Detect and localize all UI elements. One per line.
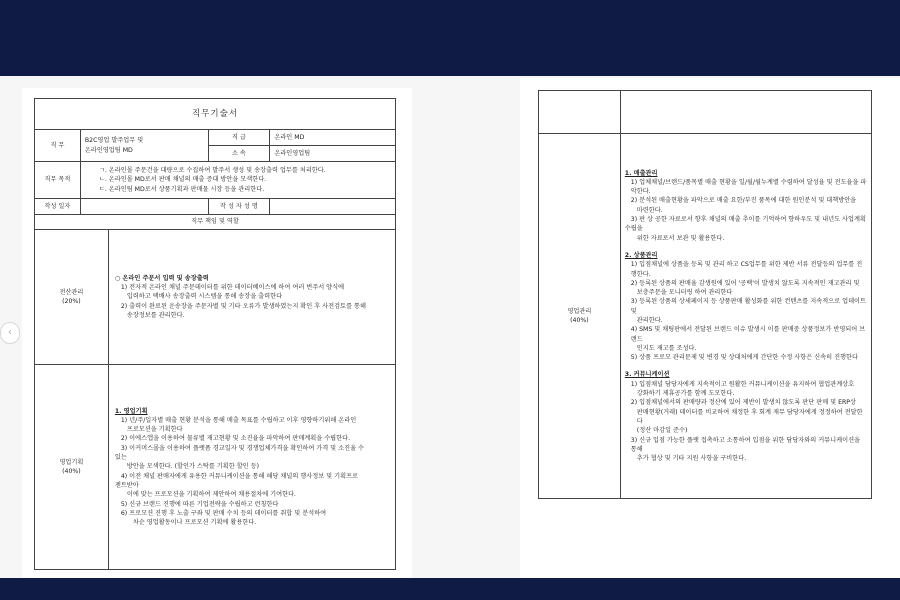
duty-category bbox=[35, 365, 109, 570]
duty-line: 3) 이커머스몰을 이용하여 플랫폼 경교일자 및 경쟁업체가격을 확인하여 가격 및 소진율 수 bbox=[120, 444, 365, 452]
section-title: 3. 커뮤니케이션 bbox=[624, 371, 670, 379]
position-value: 온라인 MD bbox=[270, 130, 396, 146]
position-label: 직 급 bbox=[208, 130, 270, 146]
duties-table-continued bbox=[538, 90, 872, 499]
blank-category-cell bbox=[539, 91, 621, 134]
section-line: 추가 협상 및 기타 지원 사항을 구비한다. bbox=[636, 455, 747, 463]
section-line: (정산 마감일 준수) bbox=[636, 427, 688, 435]
bottom-banner bbox=[0, 578, 900, 600]
duty-line: 젠트받아 bbox=[114, 481, 139, 489]
duty-line: 1) 전자적 온라인 채널 주문데이터를 위한 데이터베이스에 하여 여러 번주서 양식에 bbox=[120, 284, 345, 292]
duty-line: 이에 맞는 프로모션을 기획하여 제안하여 채용절차에 기여한다. bbox=[126, 491, 297, 499]
section-line: 판매현황(거래) 데이터를 비교하여 채정한 후 회계 재무 담당자에게 정정하여 전달한다 bbox=[636, 408, 863, 425]
summary-line: ㄷ. 온라인팀 MD로서 상품기획과 판매물 시장 등을 관리한다. bbox=[98, 185, 265, 193]
job-value-line: B2C영업 발주업무 및 bbox=[84, 137, 144, 145]
duty-line: 1) 년/주/일자별 매출 현황 분석을 통해 매출 목표를 수립하고 이후 영향하기위해 온라인 bbox=[120, 416, 357, 424]
document-title: 직무기술서 bbox=[35, 99, 396, 130]
duty-line: 2) 출력이 완료된 운송장을 주문자별 및 기타 오류가 발생하였는지 확인 후 사전검토를 통해 bbox=[120, 302, 366, 310]
dept-value: 온라인영업팀 bbox=[270, 146, 396, 162]
section-line: 2) 입점채널에서의 판매량과 정산에 있어 제반이 발생치 않도록 판단 판매 및 ERP상 bbox=[630, 399, 857, 407]
section-line: 관리한다. bbox=[636, 317, 663, 324]
top-banner bbox=[0, 0, 900, 76]
duties-table bbox=[34, 229, 396, 570]
section-line: 2) 등록된 상품의 판매율 감생원에 있어 '공백'이 발생치 않도록 지속적인 재고관리 및 bbox=[630, 279, 860, 287]
approver-value bbox=[270, 199, 396, 215]
duty-weight: (40%) bbox=[570, 317, 589, 324]
section-line: 1) 업체채널/브랜드/품목별 매출 현황을 일/월/월누계별 수렴하여 달성율 및 전도율을 파악한다. bbox=[630, 178, 867, 196]
job-label: 직 무 bbox=[35, 130, 81, 162]
section-title: 2. 상품관리 bbox=[624, 251, 658, 259]
section-line: 1) 입점채널에 상품을 등록 및 관리 하고 CS업무를 위한 제반 서류 전달등의 업무를 진행한다. bbox=[630, 261, 863, 278]
duty-category bbox=[35, 230, 109, 365]
duty-line: 프로모션을 기획한다 bbox=[126, 426, 183, 434]
summary-text bbox=[80, 162, 395, 199]
section-line: 보충주문을 모니터링 하여 관리한다 bbox=[636, 289, 733, 297]
duty-title: ○ 온라인 주문서 입력 및 송장출력 bbox=[114, 274, 209, 282]
section-line: 강화하기 제휴공가를 함께 도모한다. bbox=[636, 390, 735, 398]
section-line: 3) 등록된 상품의 상세페이지 등 상품판매 활성화를 위한 컨텐츠를 지속적으로 업데이트 및 bbox=[630, 298, 867, 315]
section-line: 1) 입점채널 담당자에게 지속적이고 원활한 커뮤니케이션을 유지하여 협업관계상호 bbox=[630, 380, 855, 388]
duty-line: 4) 이전 채널 판매자에게 유용한 커뮤니케이션을 통해 해당 채널의 행사정보 및 기획프로 bbox=[120, 472, 359, 480]
summary-label: 직무 목적 bbox=[35, 162, 81, 199]
duty-category-name: 전산관리 bbox=[59, 288, 84, 296]
duty-line: 5) 신규 브랜드 진행에 따른 기업전략을 수립하고 런칭한다 bbox=[120, 500, 279, 508]
duty-title: 1. 영업기획 bbox=[114, 407, 148, 415]
prev-page-icon[interactable]: ‹ bbox=[0, 322, 20, 344]
duty-line: 방안을 모색한다. (할인가 스탁를 기획한 할인 등) bbox=[126, 463, 260, 471]
section-line: 2) 분석된 매출현황을 파악으로 매출 요한/부진 품목에 대한 원인분석 및 대책방안을 bbox=[630, 197, 857, 205]
section-line: 인지도 재고를 조성다. bbox=[636, 344, 697, 352]
job-value bbox=[80, 130, 208, 162]
duty-weight: (20%) bbox=[62, 298, 81, 305]
dept-label: 소 속 bbox=[208, 146, 270, 162]
duty-category-name: 영업기획 bbox=[59, 458, 84, 466]
duty-line: 있는 bbox=[114, 454, 127, 462]
summary-line: ㄴ. 온라인몰 MD로서 판매 채널의 매출 증대 방안을 모색한다. bbox=[98, 176, 267, 184]
section-line: 5) 상품 프로모 관리문제 및 변경 및 상대처에게 간단한 수정 사항은 신속히 진행한다 bbox=[630, 354, 858, 362]
duty-category-name: 영업관리 bbox=[567, 307, 592, 315]
section-line: 수립을 bbox=[624, 225, 643, 233]
section-line: 3) 판 상 공한 자료로서 향후 채널의 매출 추이를 기억하여 향하우도 및 내년도 사업계획 bbox=[630, 216, 866, 224]
writer-label: 작성 일자 bbox=[35, 199, 81, 215]
duty-line: 입력하고 택배사 송장출력 시스템을 통해 송장을 출력한다 bbox=[126, 293, 283, 301]
document-page-left bbox=[22, 88, 412, 578]
duty-content bbox=[108, 365, 395, 570]
duty-line: 차순 영업활동이나 프로모션 기획에 활용한다. bbox=[132, 519, 257, 527]
document-page-right bbox=[520, 78, 900, 578]
section-line: 3) 신규 입점 가능한 플랫 접촉하고 소통하여 입점을 위한 담당자와의 커뮤니케이션을 통해 bbox=[630, 436, 861, 453]
approver-label: 작 성 자 성 명 bbox=[208, 199, 270, 215]
job-value-line: 온라인영업팀 MD bbox=[84, 146, 133, 154]
duty-weight: (40%) bbox=[62, 468, 81, 475]
job-description-table bbox=[34, 98, 396, 230]
section-line: 마련한다. bbox=[636, 206, 663, 214]
duty-category bbox=[539, 134, 621, 499]
section-title: 1. 매출관리 bbox=[624, 169, 658, 177]
duty-content bbox=[620, 134, 871, 499]
writer-value bbox=[80, 199, 208, 215]
summary-line: ㄱ. 온라인몰 주문건을 대량으로 수집하여 발주서 생성 및 송장출력 업무를 처리한다. bbox=[98, 167, 326, 175]
duty-content bbox=[108, 230, 395, 365]
section-line: 위한 자료로서 보관 및 활용한다. bbox=[636, 234, 725, 242]
blank-content-cell bbox=[620, 91, 871, 134]
section-line: 4) SMS 및 채팅판에서 전달된 브랜드 이슈 발생시 이를 판매중 상품정보가 반영되어 브랜드 bbox=[630, 326, 866, 343]
duty-line: 2) 이에스앱을 이용하여 물류별 재고현황 및 소진율을 파악하여 판매계획을 수립한다. bbox=[120, 435, 351, 443]
duty-line: 6) 프로모션 진행 후 노출 구좌 및 판매 수치 등의 데이터를 취합 및 분석하여 bbox=[120, 509, 327, 517]
duty-line: 송장정보를 관리한다. bbox=[126, 311, 185, 319]
duties-header: 직무 책임 및 역할 bbox=[35, 215, 396, 230]
